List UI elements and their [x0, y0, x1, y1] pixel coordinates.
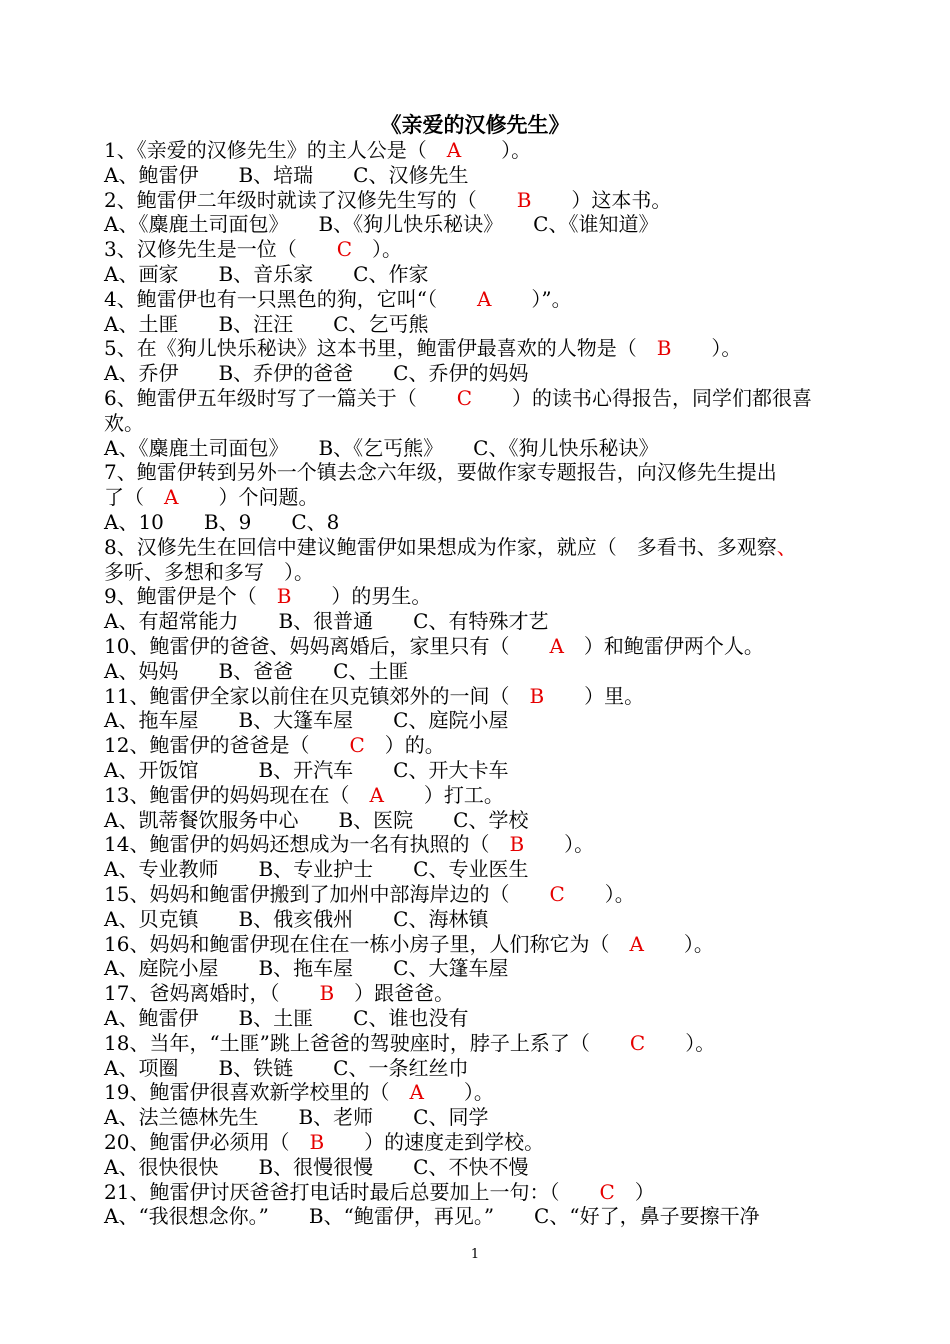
line-text: 3、汉修先生是一位（ — [104, 237, 337, 262]
text-line — [104, 758, 864, 783]
answer-mark: B — [529, 683, 545, 708]
answer-mark: B — [656, 336, 672, 361]
text-line — [104, 857, 864, 882]
text-line — [104, 287, 864, 312]
answer-mark: A — [409, 1080, 424, 1105]
line-text: A、10 B、9 C、8 — [104, 510, 340, 534]
line-text: 18、当年，“土匪”跳上爸爸的驾驶座时，脖子上系了（ — [104, 1030, 630, 1055]
page-number: 1 — [470, 1247, 480, 1262]
text-line — [104, 485, 864, 510]
line-text: A、“我很想念你。” B、“鲍雷伊，再见。” C、“好了，鼻子要擦干净 — [104, 1204, 760, 1229]
answer-mark: C — [629, 1030, 646, 1055]
line-text: 多听、多想和多写 ）。 — [104, 559, 314, 584]
text-line — [104, 1031, 864, 1056]
line-text: 6、鲍雷伊五年级时写了一篇关于（ — [104, 386, 457, 410]
text-line — [104, 609, 864, 634]
line-text: 8、汉修先生在回信中建议鲍雷伊如果想成为作家，就应（ 多看书、多观察 — [104, 534, 777, 559]
answer-mark: A — [446, 138, 462, 162]
answer-mark: B — [509, 832, 525, 857]
text-line — [104, 1080, 864, 1105]
line-text-tail: ）的。 — [364, 733, 445, 758]
text-line — [104, 1155, 864, 1180]
line-text: 21、鲍雷伊讨厌爸爸打电话时最后总要加上一句：（ — [104, 1179, 600, 1204]
text-line — [104, 832, 864, 857]
text-line — [104, 1056, 864, 1081]
text-line — [104, 188, 864, 213]
line-text: 11、鲍雷伊全家以前住在贝克镇郊外的一间（ — [104, 683, 530, 708]
document-title: 《亲爱的汉修先生》 — [380, 112, 570, 137]
text-line — [104, 312, 864, 337]
answer-mark: B — [319, 981, 335, 1006]
line-text-tail: ）。 — [645, 1030, 716, 1055]
text-line — [104, 808, 864, 833]
text-line — [104, 361, 864, 386]
line-text: A、法兰德林先生 B、老师 C、同学 — [104, 1105, 489, 1130]
text-line — [104, 535, 864, 560]
text-line — [104, 411, 864, 436]
line-text: 1、《亲爱的汉修先生》的主人公是（ — [104, 138, 447, 162]
line-text-tail: ）。 — [352, 237, 403, 262]
text-line — [104, 460, 864, 485]
answer-mark: A — [369, 782, 384, 807]
text-line — [104, 882, 864, 907]
answer-mark: B — [276, 584, 292, 609]
line-text: A、很快很快 B、很慢很慢 C、不快不慢 — [104, 1154, 529, 1179]
line-text: A、拖车屋 B、大篷车屋 C、庭院小屋 — [104, 708, 509, 733]
line-text: 5、在《狗儿快乐秘诀》这本书里，鲍雷伊最喜欢的人物是（ — [104, 336, 657, 361]
line-text-tail: ）。 — [671, 336, 742, 361]
text-line — [104, 659, 864, 684]
line-text-tail: ）打工。 — [383, 782, 504, 807]
text-line — [104, 733, 864, 758]
text-line — [104, 262, 864, 287]
line-text: A、庭院小屋 B、拖车屋 C、大篷车屋 — [104, 956, 509, 981]
line-text-tail: ） — [614, 1179, 655, 1204]
line-text: A、有超常能力 B、很普通 C、有特殊才艺 — [104, 609, 549, 634]
text-line — [104, 386, 864, 411]
answer-mark: C — [349, 733, 365, 758]
line-text: A、画家 B、音乐家 C、作家 — [104, 262, 429, 286]
answer-mark: A — [476, 286, 492, 311]
answer-mark: B — [516, 187, 532, 212]
text-line — [104, 956, 864, 981]
text-line — [104, 436, 864, 461]
text-line — [104, 684, 864, 709]
text-line — [104, 510, 864, 535]
line-text: 2、鲍雷伊二年级时就读了汉修先生写的（ — [104, 187, 517, 212]
line-text-tail: ）的速度走到学校。 — [324, 1130, 545, 1154]
line-text-tail: ）和鲍雷伊两个人。 — [563, 634, 764, 658]
line-text: A、开饭馆 B、开汽车 C、开大卡车 — [104, 758, 509, 782]
line-text: A、土匪 B、汪汪 C、乞丐熊 — [104, 311, 429, 336]
line-text: 欢。 — [104, 410, 144, 435]
line-text: A、项圈 B、铁链 C、一条红丝巾 — [104, 1055, 469, 1080]
line-text: 13、鲍雷伊的妈妈现在在（ — [104, 782, 370, 807]
line-text: A、鲍雷伊 B、土匪 C、谁也没有 — [104, 1006, 469, 1030]
text-line — [104, 163, 864, 188]
line-text: 7、鲍雷伊转到另外一个镇去念六年级，要做作家专题报告，向汉修先生提出 — [104, 460, 777, 485]
line-text: 12、鲍雷伊的爸爸是（ — [104, 733, 350, 758]
text-line — [104, 336, 864, 361]
text-line — [104, 708, 864, 733]
answer-mark: C — [599, 1179, 615, 1204]
answer-mark: A — [549, 634, 564, 658]
line-text: A、《麋鹿土司面包》 B、《狗儿快乐秘诀》 C、《谁知道》 — [104, 212, 659, 237]
line-text: A、专业教师 B、专业护士 C、专业医生 — [104, 857, 529, 882]
text-line — [104, 560, 864, 585]
answer-mark: 、 — [776, 534, 797, 559]
answer-mark: C — [549, 882, 565, 906]
line-text: 19、鲍雷伊很喜欢新学校里的（ — [104, 1080, 410, 1105]
text-line — [104, 1180, 864, 1205]
line-text: A、凯蒂餐饮服务中心 B、医院 C、学校 — [104, 807, 529, 832]
line-text: 4、鲍雷伊也有一只黑色的狗，它叫“（ — [104, 286, 477, 311]
text-line — [104, 212, 864, 237]
text-line — [104, 907, 864, 932]
line-text: 15、妈妈和鲍雷伊搬到了加州中部海岸边的（ — [104, 882, 550, 906]
line-text: A、妈妈 B、爸爸 C、土匪 — [104, 658, 409, 683]
line-text: A、乔伊 B、乔伊的爸爸 C、乔伊的妈妈 — [104, 361, 529, 386]
text-line — [104, 237, 864, 262]
line-text-tail: ）”。 — [491, 286, 572, 311]
line-text: A、《麋鹿土司面包》 B、《乞丐熊》 C、《狗儿快乐秘诀》 — [104, 435, 659, 460]
line-text-tail: ）的读书心得报告，同学们都很喜 — [472, 386, 813, 410]
text-line — [104, 1006, 864, 1031]
text-line — [104, 584, 864, 609]
text-line — [104, 932, 864, 957]
line-text: A、贝克镇 B、俄亥俄州 C、海林镇 — [104, 906, 489, 931]
line-text: 了（ — [104, 485, 164, 510]
answer-mark: A — [164, 485, 179, 510]
text-line — [104, 138, 864, 163]
answer-mark: B — [309, 1130, 325, 1154]
line-text: 9、鲍雷伊是个（ — [104, 584, 277, 609]
line-text-tail: ）。 — [643, 931, 714, 956]
line-text: 20、鲍雷伊必须用（ — [104, 1130, 310, 1154]
line-text-tail: ）。 — [423, 1080, 494, 1105]
text-line — [104, 981, 864, 1006]
text-line — [104, 634, 864, 659]
line-text-tail: ）。 — [461, 138, 532, 162]
answer-mark: C — [336, 237, 353, 262]
answer-mark: C — [456, 386, 473, 410]
line-text: 10、鲍雷伊的爸爸、妈妈离婚后，家里只有（ — [104, 634, 550, 658]
line-text-tail: ）。 — [524, 832, 595, 857]
text-line — [104, 1105, 864, 1130]
answer-mark: A — [629, 931, 644, 956]
line-text-tail: ）。 — [564, 882, 635, 906]
line-text-tail: ）里。 — [544, 683, 645, 708]
text-line — [104, 1130, 864, 1155]
line-text-tail: ）跟爸爸。 — [334, 981, 455, 1006]
line-text-tail: ）这本书。 — [531, 187, 672, 212]
line-text: 14、鲍雷伊的妈妈还想成为一名有执照的（ — [104, 832, 510, 857]
line-text-tail: ）个问题。 — [178, 485, 319, 510]
text-line — [104, 783, 864, 808]
line-text: A、鲍雷伊 B、培瑞 C、汉修先生 — [104, 162, 469, 187]
line-text-tail: ）的男生。 — [291, 584, 432, 609]
line-text: 17、爸妈离婚时，（ — [104, 981, 320, 1006]
line-text: 16、妈妈和鲍雷伊现在住在一栋小房子里，人们称它为（ — [104, 931, 630, 956]
text-line — [104, 1204, 864, 1229]
